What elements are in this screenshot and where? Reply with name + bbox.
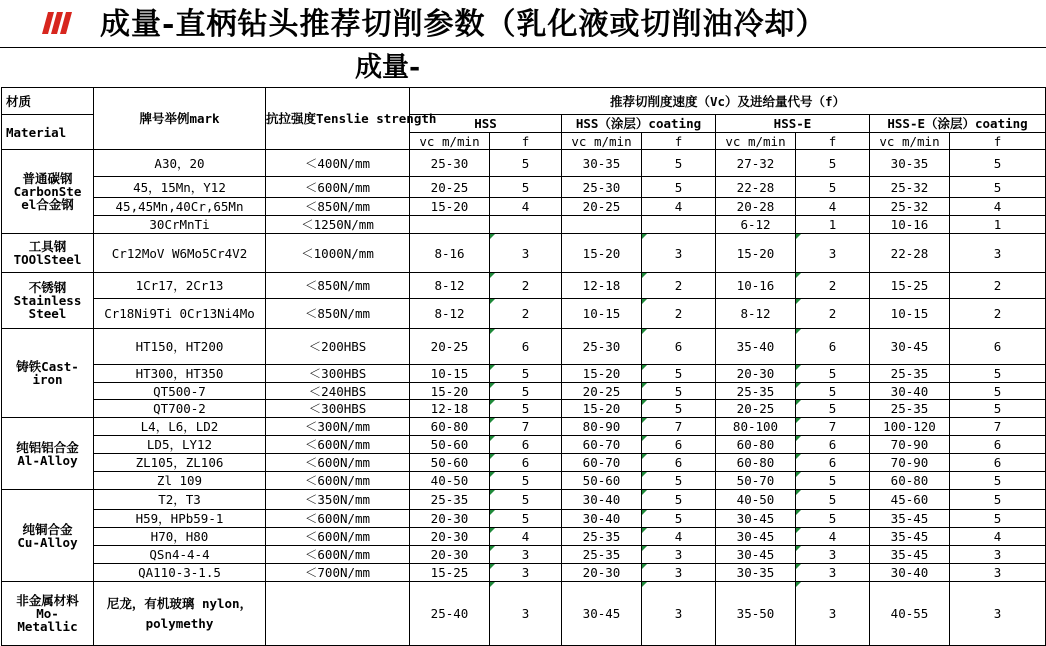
f-cell: 1 <box>796 216 870 234</box>
material-label: 不锈钢 <box>28 280 67 295</box>
f-cell: 5 <box>490 490 562 510</box>
vc-cell: 15-20 <box>716 234 796 273</box>
vc-cell: 30-35 <box>562 150 642 177</box>
f-cell: 5 <box>490 365 562 383</box>
f-cell: 3 <box>490 234 562 273</box>
f-cell: 3 <box>950 582 1046 646</box>
vc-cell: 100-120 <box>870 418 950 436</box>
material-label: Mo- <box>36 606 59 621</box>
vc-cell: 10-16 <box>716 273 796 299</box>
vc-cell: 8-16 <box>410 234 490 273</box>
strength-cell <box>266 582 410 646</box>
strength-cell: ＜600N/mm <box>266 546 410 564</box>
vc-cell: 20-25 <box>410 329 490 365</box>
vc-cell: 60-80 <box>716 454 796 472</box>
vc-cell: 20-30 <box>716 365 796 383</box>
strength-cell: ＜300HBS <box>266 400 410 418</box>
vc-cell: 25-35 <box>870 365 950 383</box>
mark-cell: A30，20 <box>94 150 266 177</box>
table-row <box>2 365 1046 383</box>
vc-cell: 20-30 <box>410 528 490 546</box>
vc-cell: 20-30 <box>410 546 490 564</box>
mark-cell: HT300，HT350 <box>94 365 266 383</box>
table-row <box>2 564 1046 582</box>
f-cell: 3 <box>490 582 562 646</box>
strength-header: 抗拉强度Tenslie strength <box>266 88 410 150</box>
material-label: 铸铁Cast- <box>16 359 79 374</box>
table-row <box>2 546 1046 564</box>
f-cell: 1 <box>950 216 1046 234</box>
vc-cell: 22-28 <box>870 234 950 273</box>
table-row <box>2 528 1046 546</box>
f-cell: 5 <box>796 510 870 528</box>
f-cell <box>490 216 562 234</box>
f-cell: 5 <box>490 400 562 418</box>
f-cell: 5 <box>490 150 562 177</box>
tool-header-hss-coating: HSS（涂层）coating <box>562 115 716 133</box>
f-cell: 5 <box>796 150 870 177</box>
f-cell: 6 <box>490 329 562 365</box>
table-row <box>2 582 1046 646</box>
strength-cell: ＜850N/mm <box>266 299 410 329</box>
vc-cell: 40-55 <box>870 582 950 646</box>
f-cell: 6 <box>642 436 716 454</box>
mark-cell: QSn4-4-4 <box>94 546 266 564</box>
f-cell: 6 <box>490 436 562 454</box>
strength-cell: ＜300HBS <box>266 365 410 383</box>
material-label: CarbonSte <box>13 184 82 199</box>
f-cell: 5 <box>796 400 870 418</box>
mark-cell: LD5，LY12 <box>94 436 266 454</box>
f-cell: 7 <box>490 418 562 436</box>
f-cell: 5 <box>642 472 716 490</box>
f-cell: 5 <box>950 383 1046 400</box>
f-cell: 3 <box>796 582 870 646</box>
f-cell: 3 <box>490 546 562 564</box>
material-label: Cu-Alloy <box>17 534 78 550</box>
vc-cell: 10-15 <box>410 365 490 383</box>
brand-logo-icon <box>38 12 72 34</box>
vc-cell: 20-25 <box>562 198 642 216</box>
material-label: 纯铝铝合金 <box>16 439 79 455</box>
material-header-cn: 材质 <box>2 88 94 115</box>
material-cell <box>2 150 94 234</box>
strength-cell: ＜240HBS <box>266 383 410 400</box>
f-cell: 5 <box>950 510 1046 528</box>
vc-cell: 80-90 <box>562 418 642 436</box>
f-cell: 4 <box>796 198 870 216</box>
f-cell: 5 <box>642 177 716 198</box>
f-cell: 3 <box>796 546 870 564</box>
table-row <box>2 418 1046 436</box>
mark-cell: QA110-3-1.5 <box>94 564 266 582</box>
f-cell: 5 <box>490 383 562 400</box>
f-cell: 5 <box>642 400 716 418</box>
vc-cell: 25-35 <box>410 490 490 510</box>
material-label: iron <box>32 372 63 387</box>
f-cell: 6 <box>642 454 716 472</box>
mark-cell: 45，15Mn，Y12 <box>94 177 266 198</box>
vc-cell: 60-70 <box>562 454 642 472</box>
strength-cell: ＜600N/mm <box>266 528 410 546</box>
vc-cell: 30-45 <box>716 528 796 546</box>
mark-cell: 45,45Mn,40Cr,65Mn <box>94 198 266 216</box>
f-cell: 3 <box>642 582 716 646</box>
vc-cell: 25-40 <box>410 582 490 646</box>
vc-cell: 50-70 <box>716 472 796 490</box>
vc-cell: 45-60 <box>870 490 950 510</box>
vc-cell: 25-32 <box>870 198 950 216</box>
vc-cell: 25-30 <box>562 329 642 365</box>
vc-cell: 22-28 <box>716 177 796 198</box>
vc-cell: 60-70 <box>562 436 642 454</box>
vc-cell: 15-20 <box>562 365 642 383</box>
vc-cell <box>410 216 490 234</box>
f-cell: 4 <box>796 528 870 546</box>
cutting-parameter-table <box>1 87 1046 646</box>
table-row <box>2 299 1046 329</box>
vc-cell <box>562 216 642 234</box>
vc-cell: 20-30 <box>410 510 490 528</box>
vc-cell: 25-30 <box>562 177 642 198</box>
f-cell: 6 <box>950 436 1046 454</box>
tool-header-hss-e: HSS-E <box>716 115 870 133</box>
vc-cell: 15-20 <box>410 383 490 400</box>
material-label: 非金属材料 <box>16 593 79 608</box>
f-cell: 5 <box>796 383 870 400</box>
f-cell: 2 <box>950 299 1046 329</box>
f-cell: 4 <box>490 198 562 216</box>
table-row <box>2 472 1046 490</box>
vc-cell: 20-25 <box>410 177 490 198</box>
mark-cell: H70，H80 <box>94 528 266 546</box>
vc-cell: 8-12 <box>410 299 490 329</box>
f-cell: 4 <box>642 198 716 216</box>
f-cell: 6 <box>796 329 870 365</box>
f-cell: 5 <box>796 177 870 198</box>
f-cell: 3 <box>950 546 1046 564</box>
vc-cell: 10-15 <box>562 299 642 329</box>
mark-cell: QT500-7 <box>94 383 266 400</box>
vc-cell: 20-30 <box>562 564 642 582</box>
vc-cell: 15-20 <box>562 234 642 273</box>
f-header: f <box>950 133 1046 150</box>
f-cell: 3 <box>642 546 716 564</box>
strength-cell: ＜600N/mm <box>266 472 410 490</box>
f-header: f <box>642 133 716 150</box>
f-cell: 4 <box>950 528 1046 546</box>
mark-cell: Cr12MoV W6Mo5Cr4V2 <box>94 234 266 273</box>
f-cell <box>642 216 716 234</box>
f-cell: 6 <box>950 454 1046 472</box>
vc-cell: 70-90 <box>870 454 950 472</box>
f-cell: 5 <box>796 365 870 383</box>
material-label: 普通碳钢 <box>22 171 73 186</box>
table-row <box>2 273 1046 299</box>
speed-group-header: 推荐切削度速度（Vc）及进给量代号（f） <box>410 88 1046 115</box>
vc-header: vc m/min <box>716 133 796 150</box>
vc-cell: 30-35 <box>716 564 796 582</box>
strength-cell: ＜850N/mm <box>266 198 410 216</box>
material-cell <box>2 582 94 646</box>
vc-cell: 15-20 <box>410 198 490 216</box>
strength-cell: ＜600N/mm <box>266 454 410 472</box>
mark-cell: H59，HPb59-1 <box>94 510 266 528</box>
table-row <box>2 454 1046 472</box>
f-cell: 2 <box>796 299 870 329</box>
vc-cell: 60-80 <box>870 472 950 490</box>
f-cell: 6 <box>796 454 870 472</box>
vc-cell: 12-18 <box>410 400 490 418</box>
vc-header: vc m/min <box>870 133 950 150</box>
vc-cell: 6-12 <box>716 216 796 234</box>
f-cell: 5 <box>642 490 716 510</box>
mark-cell: 30CrMnTi <box>94 216 266 234</box>
material-cell <box>2 273 94 329</box>
f-cell: 6 <box>950 329 1046 365</box>
vc-cell: 60-80 <box>716 436 796 454</box>
material-cell <box>2 329 94 418</box>
f-cell: 4 <box>950 198 1046 216</box>
f-cell: 5 <box>950 177 1046 198</box>
f-cell: 5 <box>490 177 562 198</box>
mark-cell: 尼龙，有机玻璃 nylon，polymethy <box>94 582 266 646</box>
vc-cell: 40-50 <box>716 490 796 510</box>
strength-cell: ＜350N/mm <box>266 490 410 510</box>
table-row <box>2 383 1046 400</box>
f-cell: 2 <box>642 299 716 329</box>
vc-cell: 70-90 <box>870 436 950 454</box>
f-cell: 4 <box>642 528 716 546</box>
f-cell: 3 <box>642 564 716 582</box>
mark-cell: 1Cr17，2Cr13 <box>94 273 266 299</box>
table-row <box>2 234 1046 273</box>
vc-cell: 25-30 <box>410 150 490 177</box>
material-cell <box>2 490 94 582</box>
vc-cell: 30-40 <box>870 383 950 400</box>
strength-cell: ＜600N/mm <box>266 510 410 528</box>
mark-cell: ZL105，ZL106 <box>94 454 266 472</box>
mark-cell: T2，T3 <box>94 490 266 510</box>
f-cell: 5 <box>796 490 870 510</box>
mark-cell: HT150，HT200 <box>94 329 266 365</box>
vc-cell: 8-12 <box>410 273 490 299</box>
vc-cell: 50-60 <box>410 436 490 454</box>
tool-header-hss: HSS <box>410 115 562 133</box>
vc-cell: 30-45 <box>716 546 796 564</box>
mark-cell: L4，L6，LD2 <box>94 418 266 436</box>
strength-cell: ＜600N/mm <box>266 436 410 454</box>
f-cell: 7 <box>796 418 870 436</box>
f-cell: 6 <box>796 436 870 454</box>
page-subtitle: 成量- <box>355 52 421 83</box>
table-row <box>2 400 1046 418</box>
vc-cell: 20-28 <box>716 198 796 216</box>
f-cell: 3 <box>642 234 716 273</box>
f-cell: 3 <box>796 564 870 582</box>
f-cell: 5 <box>642 365 716 383</box>
strength-cell: ＜1000N/mm <box>266 234 410 273</box>
vc-cell: 35-45 <box>870 510 950 528</box>
f-cell: 3 <box>490 564 562 582</box>
material-cell <box>2 418 94 490</box>
f-cell: 3 <box>950 564 1046 582</box>
strength-cell: ＜700N/mm <box>266 564 410 582</box>
f-cell: 6 <box>642 329 716 365</box>
vc-cell: 35-50 <box>716 582 796 646</box>
f-header: f <box>490 133 562 150</box>
f-cell: 5 <box>950 490 1046 510</box>
table-row <box>2 510 1046 528</box>
f-cell: 7 <box>642 418 716 436</box>
vc-cell: 15-25 <box>410 564 490 582</box>
f-cell: 3 <box>796 234 870 273</box>
vc-cell: 20-25 <box>716 400 796 418</box>
f-cell: 2 <box>950 273 1046 299</box>
vc-cell: 35-45 <box>870 546 950 564</box>
vc-header: vc m/min <box>562 133 642 150</box>
material-label: Steel <box>28 306 67 321</box>
material-label: el合金钢 <box>21 197 74 212</box>
strength-cell: ＜400N/mm <box>266 150 410 177</box>
strength-cell: ＜1250N/mm <box>266 216 410 234</box>
table-row <box>2 216 1046 234</box>
vc-cell: 60-80 <box>410 418 490 436</box>
vc-cell: 20-25 <box>562 383 642 400</box>
vc-cell: 30-45 <box>716 510 796 528</box>
mark-header: 牌号举例mark <box>94 88 266 150</box>
vc-cell: 30-40 <box>870 564 950 582</box>
vc-cell: 25-35 <box>870 400 950 418</box>
mark-cell: Cr18Ni9Ti 0Cr13Ni4Mo <box>94 299 266 329</box>
material-label: Stainless <box>13 293 82 308</box>
mark-cell: Zl 109 <box>94 472 266 490</box>
f-cell: 5 <box>950 150 1046 177</box>
f-header: f <box>796 133 870 150</box>
vc-cell: 50-60 <box>410 454 490 472</box>
vc-cell: 12-18 <box>562 273 642 299</box>
f-cell: 5 <box>642 383 716 400</box>
vc-cell: 10-15 <box>870 299 950 329</box>
f-cell: 2 <box>490 299 562 329</box>
vc-cell: 25-35 <box>562 546 642 564</box>
vc-cell: 27-32 <box>716 150 796 177</box>
title-divider <box>0 47 1046 48</box>
f-cell: 2 <box>796 273 870 299</box>
material-label: 纯铜合金 <box>22 521 73 537</box>
strength-cell: ＜850N/mm <box>266 273 410 299</box>
strength-cell: ＜200HBS <box>266 329 410 365</box>
vc-cell: 30-45 <box>562 582 642 646</box>
material-label: Metallic <box>17 619 78 634</box>
f-cell: 7 <box>950 418 1046 436</box>
table-row <box>2 329 1046 365</box>
f-cell: 5 <box>642 150 716 177</box>
f-cell: 5 <box>490 510 562 528</box>
f-cell: 6 <box>490 454 562 472</box>
material-label: 工具钢 <box>28 239 67 254</box>
f-cell: 4 <box>490 528 562 546</box>
vc-cell: 10-16 <box>870 216 950 234</box>
material-header-en: Material <box>2 115 94 150</box>
f-cell: 2 <box>642 273 716 299</box>
vc-cell: 25-35 <box>716 383 796 400</box>
vc-cell: 30-35 <box>870 150 950 177</box>
vc-cell: 30-40 <box>562 490 642 510</box>
vc-cell: 8-12 <box>716 299 796 329</box>
vc-header: vc m/min <box>410 133 490 150</box>
f-cell: 5 <box>796 472 870 490</box>
table-row <box>2 177 1046 198</box>
vc-cell: 15-20 <box>562 400 642 418</box>
vc-cell: 30-45 <box>870 329 950 365</box>
page-title: 成量-直柄钻头推荐切削参数（乳化液或切削油冷却） <box>100 7 827 42</box>
vc-cell: 80-100 <box>716 418 796 436</box>
material-label: Al-Alloy <box>17 452 78 468</box>
vc-cell: 15-25 <box>870 273 950 299</box>
table-row <box>2 436 1046 454</box>
strength-cell: ＜300N/mm <box>266 418 410 436</box>
f-cell: 3 <box>950 234 1046 273</box>
f-cell: 5 <box>950 365 1046 383</box>
tool-header-hss-e-coating: HSS-E（涂层）coating <box>870 115 1046 133</box>
material-cell <box>2 234 94 273</box>
f-cell: 2 <box>490 273 562 299</box>
f-cell: 5 <box>490 472 562 490</box>
mark-cell: QT700-2 <box>94 400 266 418</box>
vc-cell: 30-40 <box>562 510 642 528</box>
vc-cell: 35-45 <box>870 528 950 546</box>
vc-cell: 40-50 <box>410 472 490 490</box>
f-cell: 5 <box>642 510 716 528</box>
vc-cell: 25-32 <box>870 177 950 198</box>
vc-cell: 35-40 <box>716 329 796 365</box>
table-row <box>2 198 1046 216</box>
vc-cell: 50-60 <box>562 472 642 490</box>
material-label: TOOlSteel <box>13 252 82 267</box>
table-row <box>2 490 1046 510</box>
f-cell: 5 <box>950 472 1046 490</box>
f-cell: 5 <box>950 400 1046 418</box>
strength-cell: ＜600N/mm <box>266 177 410 198</box>
header-row-1 <box>2 88 1046 115</box>
table-row <box>2 150 1046 177</box>
vc-cell: 25-35 <box>562 528 642 546</box>
